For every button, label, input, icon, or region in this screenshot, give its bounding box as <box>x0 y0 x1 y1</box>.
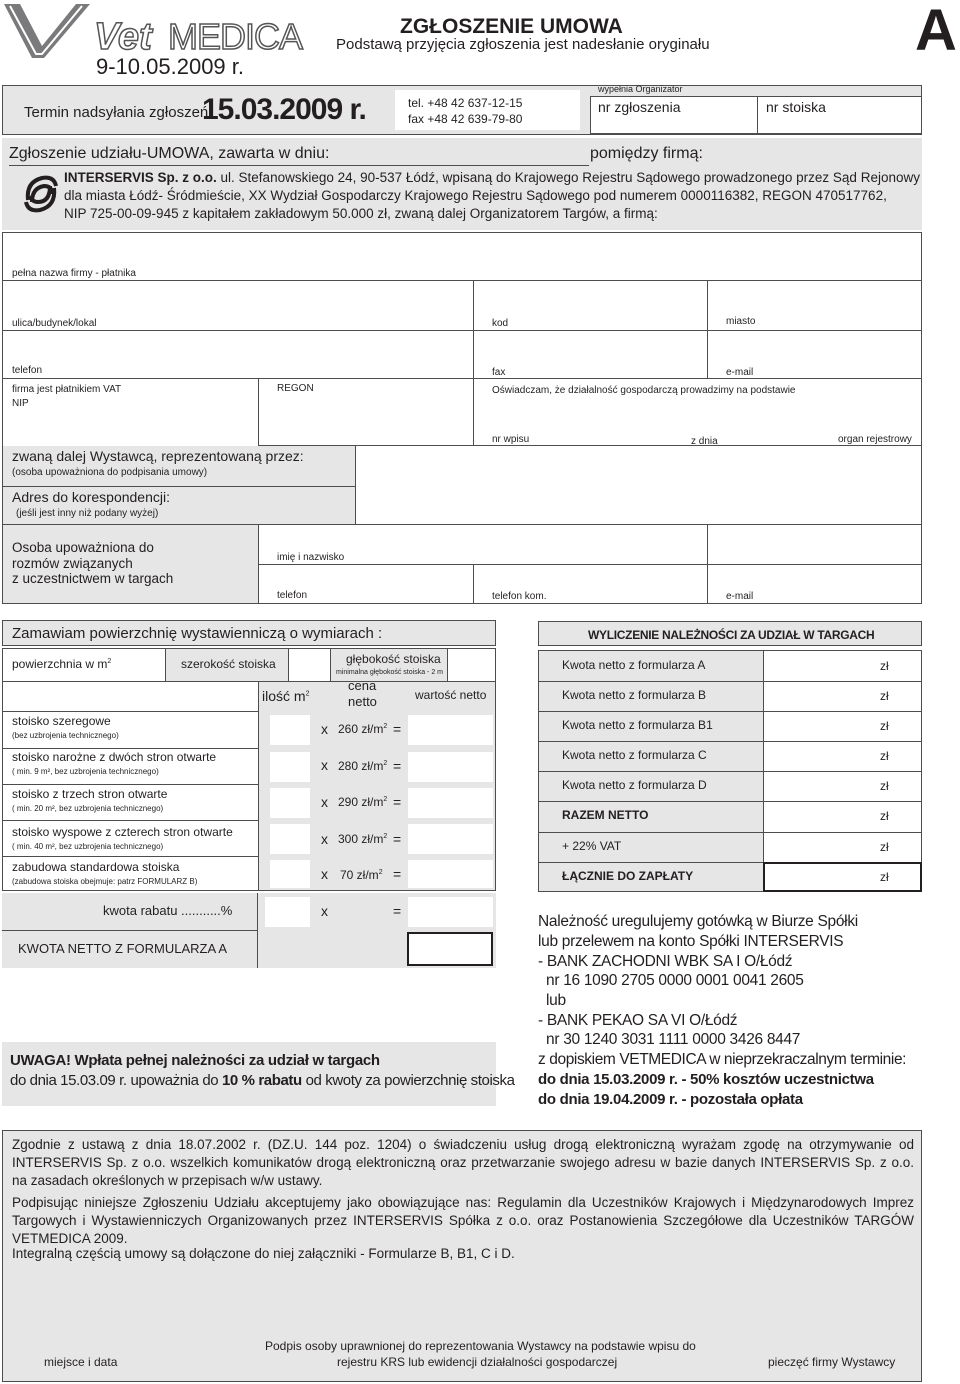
logo <box>2 2 312 82</box>
depth-label: głębokość stoiska <box>346 652 441 666</box>
place-date-label: miejsce i data <box>44 1355 118 1369</box>
place-date-field[interactable] <box>10 1300 230 1350</box>
summary-row-label: Kwota netto z formularza C <box>562 748 707 762</box>
logo-vet: Vet <box>94 16 152 58</box>
payment-line: lub <box>538 992 566 1009</box>
width-field[interactable] <box>289 649 330 681</box>
company-line-3: NIP 725-00-09-945 z kapitałem zakładowym 50.000 zł, zwaną dalej Organizatorem Targów, a firmą: <box>64 206 658 221</box>
fax-label: fax <box>492 367 506 378</box>
city-field[interactable] <box>708 281 921 329</box>
order-row-name: stoisko narożne z dwóch stron otwarte <box>12 750 217 764</box>
value-input[interactable] <box>408 824 493 854</box>
net-total-input[interactable] <box>407 932 493 966</box>
discount-value-input[interactable] <box>408 897 493 927</box>
payment-line: - BANK ZACHODNI WBK SA I O/Łódź <box>538 953 793 970</box>
qty-input[interactable] <box>270 788 310 818</box>
fax-field[interactable] <box>474 331 706 377</box>
order-row-name: zabudowa standardowa stoiska <box>12 860 180 874</box>
summary-row-label: RAZEM NETTO <box>562 808 649 822</box>
currency-label: zł <box>880 749 889 763</box>
contact-phone-label: telefon <box>277 590 308 601</box>
summary-amount-field[interactable] <box>764 742 874 770</box>
discount-label: kwota rabatu ...........% <box>103 903 233 918</box>
agreement-date-line <box>9 165 589 166</box>
summary-amount-field[interactable] <box>764 833 874 861</box>
nr-zgloszenia-label: nr zgłoszenia <box>598 99 681 115</box>
name-surname-label: imię i nazwisko <box>277 552 345 563</box>
currency-label: zł <box>880 779 889 793</box>
qty-input[interactable] <box>270 752 310 782</box>
order-line <box>2 820 258 821</box>
summary-title: WYLICZENIE NALEŻNOŚCI ZA UDZIAŁ W TARGACH <box>588 628 875 642</box>
logo-medica: MEDICA <box>168 16 303 57</box>
consent-p2: Podpisując niniejsze Zgłoszeniu Udziału akceptujemy jako obowiązujące nas: Regulamin dla Uczestników Krajowych i Międzynarodowych Imprez Targowych i Wystawienniczych Organizowanych przez INTERSERVIS Spółka z o.o. oraz Postanowienia Szczegółowe dla Uczestników TARGÓW VETMEDICA 2009. <box>12 1195 914 1246</box>
name-surname-field[interactable] <box>259 525 706 563</box>
summary-row-label: Kwota netto z formularza B1 <box>562 718 713 732</box>
equals-sign: = <box>393 721 402 737</box>
multiply-sign: x <box>321 794 328 810</box>
summary-row-label: Kwota netto z formularza A <box>562 658 706 672</box>
order-row-sub: ( min. 40 m², bez uzbrojenia technicznego) <box>12 842 164 851</box>
currency-label: zł <box>880 840 889 854</box>
qty-header: ilość $m^2$ <box>262 688 310 704</box>
order-row-sub: ( min. 20 m², bez uzbrojenia technicznego) <box>12 804 164 813</box>
unit-price: 280 $zł/m^2$ <box>338 759 388 773</box>
order-line <box>2 711 258 712</box>
street-label: ulica/budynek/lokal <box>12 318 97 329</box>
event-dates: 9-10.05.2009 r. <box>96 54 245 79</box>
qty-input[interactable] <box>270 715 310 745</box>
equals-sign: = <box>393 794 402 810</box>
company-text-1: ul. Stefanowskiego 24, 90-537 Łódź, wpisaną do Krajowego Rejestru Sądowego prowadzonego przez Sąd Rejonowy <box>216 170 920 185</box>
payment-line: z dopiskiem VETMEDICA w nieprzekraczalnym terminie: <box>538 1051 907 1068</box>
summary-row-label: Kwota netto z formularza B <box>562 688 707 702</box>
area-label: powierzchnia w $m^2$ <box>12 657 112 671</box>
stamp-label: pieczęć firmy Wystawcy <box>768 1355 896 1369</box>
warning-discount: 10 % rabatu <box>221 1072 302 1089</box>
unit-price-text: 260 zł/m <box>338 722 384 736</box>
discount-line <box>2 930 257 931</box>
multiply-sign: x <box>321 866 328 882</box>
address-sub: (jeśli jest inny niż podany wyżej) <box>16 508 159 519</box>
z-dnia-label: z dnia <box>691 436 718 447</box>
equals-sign: = <box>393 831 402 847</box>
code-field[interactable] <box>474 281 706 329</box>
warning-title: UWAGA! Wpłata pełnej należności za udział w targach <box>10 1052 380 1069</box>
organ-label: organ rejestrowy <box>838 434 912 445</box>
equals-sign: = <box>393 866 402 882</box>
represented-label: zwaną dalej Wystawcą, reprezentowaną przez: <box>12 448 304 464</box>
page-title: ZGŁOSZENIE UMOWA <box>400 15 623 38</box>
depth-field[interactable] <box>448 649 495 681</box>
unit-price: 300 $zł/m^2$ <box>338 832 388 846</box>
area-field[interactable] <box>120 649 165 681</box>
payment-deadline-1: do dnia 15.03.2009 r. - 50% kosztów uczestnictwa <box>538 1071 874 1088</box>
depth-min-label: minimalna głębokość stoiska - 2 m <box>336 669 443 676</box>
discount-equals: = <box>393 903 402 919</box>
value-input[interactable] <box>408 752 493 782</box>
mobile-label: telefon kom. <box>492 591 547 602</box>
stamp-field[interactable] <box>740 1300 915 1350</box>
payment-deadline-2: do dnia 19.04.2009 r. - pozostała opłata <box>538 1091 803 1108</box>
value-input[interactable] <box>408 788 493 818</box>
email-field[interactable] <box>708 331 921 377</box>
address-label: Adres do korespondencji: <box>12 489 170 505</box>
company-line-2: dla miasta Łódź- Śródmieście, XX Wydział Gospodarczy Krajowego Rejestru Sądowego pod numerem 0000116382, REGON 470517762, <box>64 188 887 203</box>
width-label: szerokość stoiska <box>181 657 276 671</box>
deadline-label: Termin nadsyłania zgłoszeń <box>24 104 209 121</box>
order-title: Zamawiam powierzchnię wystawienniczą o wymiarach : <box>12 625 383 642</box>
contact-label-1: Osoba upoważniona do <box>12 540 154 555</box>
area-label-text: powierzchnia w m <box>12 657 108 671</box>
email-label: e-mail <box>726 367 754 378</box>
summary-amount-field[interactable] <box>764 682 874 710</box>
contact-email-label: e-mail <box>726 591 754 602</box>
form-line <box>2 486 355 487</box>
warning-text <box>10 1072 515 1089</box>
order-line <box>2 856 258 857</box>
signature-label-1: Podpis osoby uprawnionej do reprezentowania Wystawcy na podstawie wpisu do <box>265 1339 696 1353</box>
unit-price: 260 $zł/m^2$ <box>338 722 388 736</box>
summary-amount-field[interactable] <box>764 712 874 740</box>
unit-price-text: 70 zł/m <box>340 868 379 882</box>
deadline-date: 15.03.2009 r. <box>202 93 366 126</box>
qty-input[interactable] <box>270 860 310 888</box>
equals-sign: = <box>393 758 402 774</box>
payment-line: - BANK PEKAO SA VI O/Łódź <box>538 1012 738 1029</box>
contact-label-2: rozmów związanych <box>12 556 133 571</box>
payment-line: Należność uregulujemy gotówką w Biurze Spółki <box>538 913 858 930</box>
multiply-sign: x <box>321 831 328 847</box>
multiply-sign: x <box>321 757 328 773</box>
currency-label: zł <box>880 689 889 703</box>
contact-email-field[interactable] <box>708 525 921 603</box>
interservis-logo-icon <box>22 172 60 216</box>
qty-input[interactable] <box>270 824 310 854</box>
summary-amount-field[interactable] <box>764 772 874 800</box>
currency-label: zł <box>880 870 889 884</box>
unit-price-text: 300 zł/m <box>338 832 384 846</box>
consent-p3: Integralną częścią umowy są dołączone do niej załączniki - Formularze B, B1, C i D. <box>12 1246 515 1261</box>
total-box[interactable] <box>763 862 922 892</box>
multiply-sign: x <box>321 721 328 737</box>
order-gray <box>259 682 495 890</box>
company-name: INTERSERVIS Sp. z o.o. <box>64 170 217 185</box>
nip-label: NIP <box>12 398 29 409</box>
payment-line: lub przelewem na konto Spółki INTERSERVIS <box>538 933 844 950</box>
price-header-1: cena <box>348 678 377 693</box>
currency-label: zł <box>880 719 889 733</box>
order-row-name: stoisko wyspowe z czterech stron otwarte <box>12 825 233 839</box>
summary-row-label: ŁĄCZNIE DO ZAPŁATY <box>562 869 694 883</box>
full-name-label: pełna nazwa firmy - płatnika <box>12 268 136 279</box>
order-line <box>2 784 258 785</box>
currency-label: zł <box>880 659 889 673</box>
order-line <box>2 748 258 749</box>
summary-amount-field[interactable] <box>764 652 874 680</box>
value-input[interactable] <box>408 715 493 745</box>
unit-price: 290 $zł/m^2$ <box>338 795 388 809</box>
contact-phone-field[interactable] <box>259 565 472 603</box>
nr-wpisu-label: nr wpisu <box>492 434 530 445</box>
company-line-1 <box>64 170 920 186</box>
summary-row-label: Kwota netto z formularza D <box>562 778 707 792</box>
represented-sub: (osoba upoważniona do podpisania umowy) <box>12 467 208 478</box>
contact-label-3: z uczestnictwem w targach <box>12 571 174 586</box>
warning-text-a: do dnia 15.03.09 r. upoważnia do <box>10 1072 222 1089</box>
full-name-field[interactable] <box>3 233 921 279</box>
form-letter: A <box>915 0 957 63</box>
consent-p1: Zgodnie z ustawą z dnia 18.07.2002 r. (DZ.U. 144 poz. 1204) o świadczeniu usług drogą elektroniczną wyrażam zgodę na otrzymywanie od INTERSERVIS Sp. z o.o. wszelkich komunikatów drogą elektroniczną oraz przetwarzanie swojego adresu w bazie danych INTERSERVIS Sp. z o.o. na zasadach określonych w przepisach w/w ustawy. <box>12 1137 914 1188</box>
phone-field[interactable] <box>3 331 472 377</box>
summary-row-label: + 22% VAT <box>562 839 622 853</box>
vat-label: firma jest płatnikiem VAT <box>12 384 122 395</box>
net-total-label: KWOTA NETTO Z FORMULARZA A <box>18 941 227 956</box>
code-label: kod <box>492 318 509 329</box>
signature-label-2: rejestru KRS lub ewidencji działalności gospodarczej <box>337 1355 618 1369</box>
payment-line: nr 30 1240 3031 1111 0000 3426 8447 <box>538 1031 801 1048</box>
order-row-name: stoisko z trzech stron otwarte <box>12 787 168 801</box>
city-label: miasto <box>726 316 756 327</box>
signature-field[interactable] <box>260 1300 680 1338</box>
mobile-field[interactable] <box>474 565 706 603</box>
unit-price-text: 280 zł/m <box>338 759 384 773</box>
currency-label: zł <box>880 809 889 823</box>
organizer-fax: fax +48 42 639-79-80 <box>408 112 523 126</box>
represented-field[interactable] <box>356 446 921 523</box>
summary-amount-field[interactable] <box>764 802 874 831</box>
street-field[interactable] <box>3 281 472 329</box>
unit-price-text: 290 zł/m <box>338 795 384 809</box>
discount-line <box>257 893 258 968</box>
discount-input[interactable] <box>265 897 310 927</box>
warning-text-c: od kwoty za powierzchnię stoiska <box>301 1072 515 1089</box>
order-row-sub: (zabudowa stoiska obejmuje: patrz FORMULARZ B) <box>12 877 198 886</box>
payment-line: nr 16 1090 2705 0000 0001 0041 2605 <box>538 972 804 989</box>
order-row-sub: (bez uzbrojenia technicznego) <box>12 731 119 740</box>
unit-price: 70 $zł/m^2$ <box>340 868 383 882</box>
order-row-name: stoisko szeregowe <box>12 714 111 728</box>
declaration-label: Oświadczam, że działalność gospodarczą prowadzimy na podstawie <box>492 385 796 396</box>
value-header: wartość netto <box>415 688 487 702</box>
price-header-2: netto <box>348 694 377 709</box>
value-input[interactable] <box>408 860 493 888</box>
organizer-phone: tel. +48 42 637-12-15 <box>408 96 523 110</box>
qty-header-text: ilość m <box>262 688 306 704</box>
logo-swoosh-icon <box>2 2 92 62</box>
nip-field[interactable] <box>3 379 257 444</box>
agreement-date-label: Zgłoszenie udziału-UMOWA, zawarta w dniu: <box>9 145 330 162</box>
page-subtitle: Podstawą przyjęcia zgłoszenia jest nadesłanie oryginału <box>336 36 710 53</box>
regon-field[interactable] <box>259 379 472 444</box>
organizer-fill-label: wypełnia Organizator <box>598 84 683 94</box>
between-label: pomiędzy firmą: <box>590 145 703 162</box>
discount-multiply: x <box>321 903 328 919</box>
phone-label: telefon <box>12 365 43 376</box>
order-row-sub: ( min. 9 m², bez uzbrojenia technicznego) <box>12 767 159 776</box>
nr-stoiska-label: nr stoiska <box>766 99 826 115</box>
regon-label: REGON <box>277 383 314 394</box>
